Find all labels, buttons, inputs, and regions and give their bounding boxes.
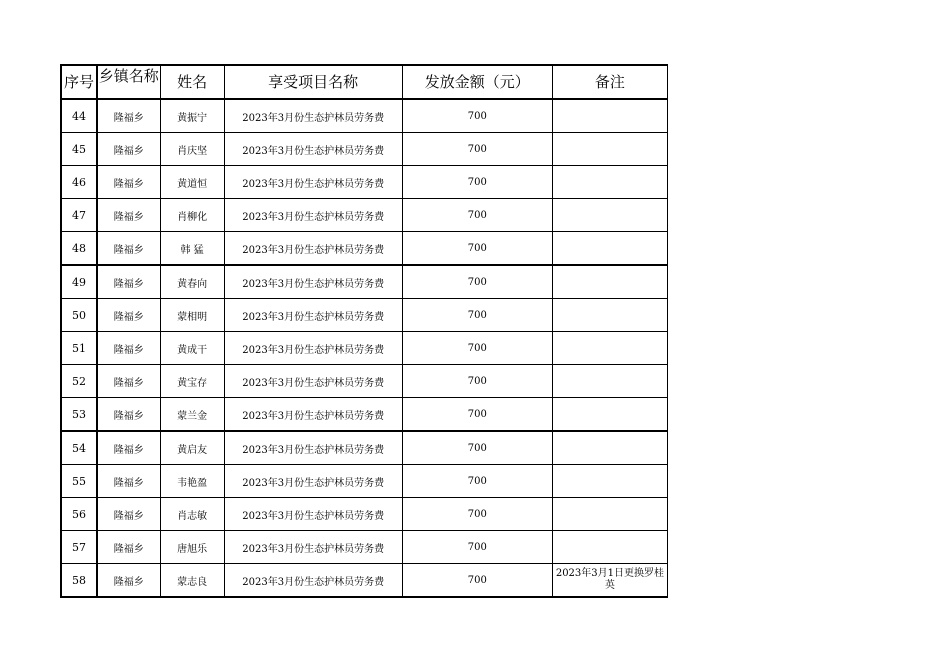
cell-remark xyxy=(552,365,667,398)
cell-name: 黄道恒 xyxy=(160,166,224,199)
cell-amount: 700 xyxy=(402,431,552,465)
cell-project: 2023年3月份生态护林员劳务费 xyxy=(224,398,402,432)
cell-town: 隆福乡 xyxy=(97,99,160,133)
cell-name: 肖柳化 xyxy=(160,199,224,232)
header-project: 享受项目名称 xyxy=(224,65,402,99)
table-row xyxy=(61,232,668,266)
cell-remark xyxy=(552,398,667,432)
cell-town: 隆福乡 xyxy=(97,431,160,465)
cell-name: 肖庆坚 xyxy=(160,133,224,166)
header-town-label: 乡镇名称 xyxy=(98,67,159,85)
cell-seq: 56 xyxy=(61,498,97,531)
cell-project: 2023年3月份生态护林员劳务费 xyxy=(224,465,402,498)
table-row xyxy=(61,299,668,332)
cell-amount: 700 xyxy=(402,332,552,365)
table-row xyxy=(61,332,668,365)
table-row xyxy=(61,166,668,199)
cell-name: 蒙兰金 xyxy=(160,398,224,432)
cell-amount: 700 xyxy=(402,265,552,299)
cell-remark xyxy=(552,299,667,332)
cell-seq: 48 xyxy=(61,232,97,266)
header-seq: 序号 xyxy=(61,65,97,99)
cell-seq: 51 xyxy=(61,332,97,365)
cell-project: 2023年3月份生态护林员劳务费 xyxy=(224,431,402,465)
cell-name: 唐旭乐 xyxy=(160,531,224,564)
cell-town: 隆福乡 xyxy=(97,232,160,266)
table-row xyxy=(61,431,668,465)
cell-seq: 53 xyxy=(61,398,97,432)
cell-town: 隆福乡 xyxy=(97,332,160,365)
table-body xyxy=(61,99,668,597)
cell-amount: 700 xyxy=(402,232,552,266)
cell-project: 2023年3月份生态护林员劳务费 xyxy=(224,199,402,232)
cell-name: 黄春向 xyxy=(160,265,224,299)
cell-amount: 700 xyxy=(402,498,552,531)
cell-remark xyxy=(552,199,667,232)
cell-project: 2023年3月份生态护林员劳务费 xyxy=(224,265,402,299)
cell-project: 2023年3月份生态护林员劳务费 xyxy=(224,498,402,531)
cell-seq: 45 xyxy=(61,133,97,166)
cell-remark xyxy=(552,531,667,564)
table-row xyxy=(61,498,668,531)
cell-remark xyxy=(552,465,667,498)
cell-remark xyxy=(552,133,667,166)
cell-town: 隆福乡 xyxy=(97,199,160,232)
cell-remark xyxy=(552,431,667,465)
cell-town: 隆福乡 xyxy=(97,531,160,564)
cell-project: 2023年3月份生态护林员劳务费 xyxy=(224,332,402,365)
cell-project: 2023年3月份生态护林员劳务费 xyxy=(224,365,402,398)
cell-amount: 700 xyxy=(402,398,552,432)
cell-remark xyxy=(552,99,667,133)
cell-amount: 700 xyxy=(402,531,552,564)
cell-town: 隆福乡 xyxy=(97,166,160,199)
cell-name: 黄成干 xyxy=(160,332,224,365)
table-row xyxy=(61,199,668,232)
cell-project: 2023年3月份生态护林员劳务费 xyxy=(224,166,402,199)
header-town xyxy=(97,65,160,99)
table-row xyxy=(61,465,668,498)
cell-name: 韩 猛 xyxy=(160,232,224,266)
cell-project: 2023年3月份生态护林员劳务费 xyxy=(224,531,402,564)
cell-town: 隆福乡 xyxy=(97,498,160,531)
cell-remark xyxy=(552,498,667,531)
cell-seq: 46 xyxy=(61,166,97,199)
cell-town: 隆福乡 xyxy=(97,365,160,398)
payment-table xyxy=(60,64,668,598)
cell-amount: 700 xyxy=(402,365,552,398)
cell-remark xyxy=(552,166,667,199)
cell-name: 黄启友 xyxy=(160,431,224,465)
cell-seq: 52 xyxy=(61,365,97,398)
cell-seq: 49 xyxy=(61,265,97,299)
header-remark: 备注 xyxy=(552,65,667,99)
header-name: 姓名 xyxy=(160,65,224,99)
table-row xyxy=(61,564,668,598)
cell-amount: 700 xyxy=(402,564,552,598)
cell-seq: 57 xyxy=(61,531,97,564)
cell-remark xyxy=(552,265,667,299)
cell-amount: 700 xyxy=(402,99,552,133)
cell-seq: 50 xyxy=(61,299,97,332)
cell-town: 隆福乡 xyxy=(97,398,160,432)
cell-name: 蒙相明 xyxy=(160,299,224,332)
cell-remark: 2023年3月1日更换罗桂英 xyxy=(552,564,667,598)
cell-remark xyxy=(552,232,667,266)
cell-seq: 55 xyxy=(61,465,97,498)
cell-project: 2023年3月份生态护林员劳务费 xyxy=(224,133,402,166)
cell-name: 韦艳盈 xyxy=(160,465,224,498)
cell-project: 2023年3月份生态护林员劳务费 xyxy=(224,99,402,133)
cell-amount: 700 xyxy=(402,199,552,232)
cell-seq: 44 xyxy=(61,99,97,133)
table-row xyxy=(61,99,668,133)
cell-seq: 54 xyxy=(61,431,97,465)
cell-town: 隆福乡 xyxy=(97,564,160,598)
cell-name: 肖志敏 xyxy=(160,498,224,531)
cell-town: 隆福乡 xyxy=(97,133,160,166)
cell-amount: 700 xyxy=(402,465,552,498)
cell-town: 隆福乡 xyxy=(97,299,160,332)
cell-project: 2023年3月份生态护林员劳务费 xyxy=(224,299,402,332)
table-row xyxy=(61,531,668,564)
cell-name: 黄振宁 xyxy=(160,99,224,133)
cell-amount: 700 xyxy=(402,299,552,332)
cell-project: 2023年3月份生态护林员劳务费 xyxy=(224,232,402,266)
cell-seq: 47 xyxy=(61,199,97,232)
header-row xyxy=(61,65,668,99)
cell-remark xyxy=(552,332,667,365)
cell-name: 蒙志良 xyxy=(160,564,224,598)
table-row xyxy=(61,398,668,432)
table-row xyxy=(61,133,668,166)
cell-amount: 700 xyxy=(402,166,552,199)
table-row xyxy=(61,365,668,398)
cell-town: 隆福乡 xyxy=(97,465,160,498)
cell-seq: 58 xyxy=(61,564,97,598)
header-amount: 发放金额（元） xyxy=(402,65,552,99)
table-row xyxy=(61,265,668,299)
cell-name: 黄宝存 xyxy=(160,365,224,398)
cell-town: 隆福乡 xyxy=(97,265,160,299)
cell-project: 2023年3月份生态护林员劳务费 xyxy=(224,564,402,598)
cell-amount: 700 xyxy=(402,133,552,166)
